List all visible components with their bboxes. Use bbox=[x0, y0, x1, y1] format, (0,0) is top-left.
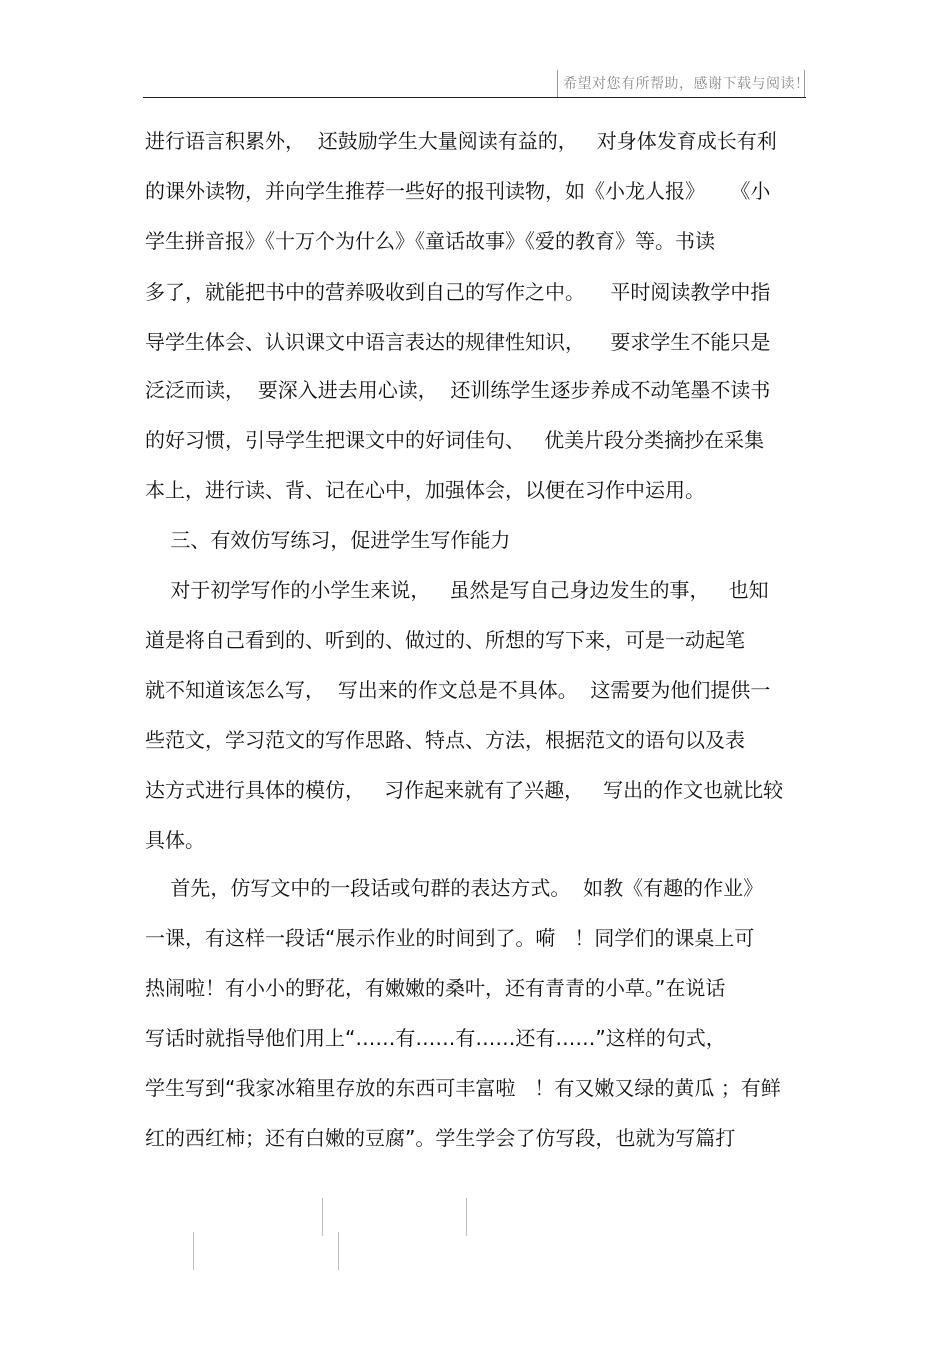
text-line: 热闹啦！有小小的野花，有嫩嫩的桑叶，还有青青的小草。”在说话 bbox=[145, 976, 726, 1000]
text-line: 些范文，学习范文的写作思路、特点、方法，根据范文的语句以及表 bbox=[145, 728, 745, 752]
text-line: 多了，就能把书中的营养吸收到自己的写作之中。 平时阅读教学中指 bbox=[145, 280, 771, 304]
text-line: 一课，有这样一段话“展示作业的时间到了。嗬 ！同学们的课桌上可 bbox=[145, 926, 755, 950]
artifact-line bbox=[466, 1198, 467, 1236]
artifact-line bbox=[193, 1232, 194, 1270]
text-line: 学生写到“我家冰箱里存放的东西可丰富啦 ！有又嫩又绿的黄瓜 ；有鲜 bbox=[145, 1076, 781, 1100]
section-heading: 三、有效仿写练习，促进学生写作能力 bbox=[145, 528, 511, 552]
text-line: 对于初学写作的小学生来说， 虽然是写自己身边发生的事， 也知 bbox=[145, 578, 769, 602]
text-line: 学生拼音报》《十万个为什么》《童话故事》《爱的教育》等。书读 bbox=[145, 229, 715, 253]
text-line: 泛泛而读， 要深入进去用心读， 还训练学生逐步养成不动笔墨不读书 bbox=[145, 378, 771, 402]
text-line: 红的西红柿；还有白嫩的豆腐”。学生学会了仿写段，也就为写篇打 bbox=[145, 1126, 736, 1150]
header-divider bbox=[143, 97, 806, 98]
text-line: 的课外读物，并向学生推荐一些好的报刊读物，如《小龙人报》 《小 bbox=[145, 179, 771, 203]
artifact-line bbox=[338, 1232, 339, 1270]
text-line: 具体。 bbox=[145, 828, 205, 852]
text-line: 的好习惯，引导学生把课文中的好词佳句、 优美片段分类摘抄在采集 bbox=[145, 428, 765, 452]
text-line: 就不知道该怎么写， 写出来的作文总是不具体。 这需要为他们提供一 bbox=[145, 678, 771, 702]
text-line: 导学生体会、认识课文中语言表达的规律性知识， 要求学生不能只是 bbox=[145, 330, 771, 354]
text-line: 写话时就指导他们用上“……有……有……还有……”这样的句式， bbox=[145, 1026, 726, 1050]
text-line: 道是将自己看到的、听到的、做过的、所想的写下来，可是一动起笔 bbox=[145, 628, 745, 652]
artifact-line bbox=[322, 1198, 323, 1236]
text-line: 达方式进行具体的模仿， 习作起来就有了兴趣， 写出的作文也就比较 bbox=[145, 778, 784, 802]
text-line: 本上，进行读、背、记在心中，加强体会，以便在习作中运用。 bbox=[145, 478, 705, 502]
text-line: 进行语言积累外， 还鼓励学生大量阅读有益的， 对身体发育成长有利 bbox=[145, 129, 777, 153]
text-line: 首先，仿写文中的一段话或句群的表达方式。 如教《有趣的作业》 bbox=[145, 876, 764, 900]
header-note: 希望对您有所帮助，感谢下载与阅读！ bbox=[563, 76, 810, 92]
